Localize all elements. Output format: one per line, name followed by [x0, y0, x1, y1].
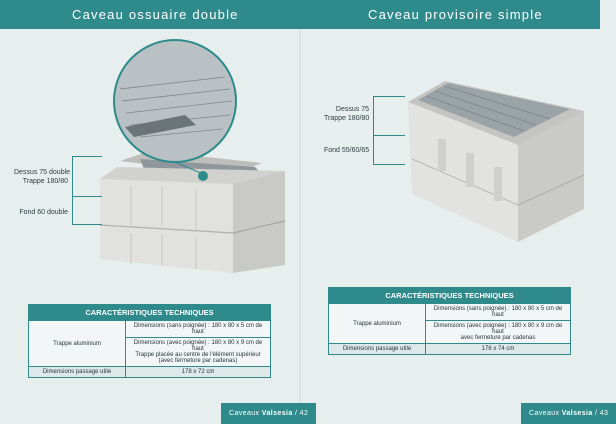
passage-value: 178 x 72 cm — [126, 367, 271, 378]
top-slab-label: Dessus 75 double — [14, 169, 71, 176]
dimension-tick — [72, 224, 102, 225]
right-page-title: Caveau provisoire simple — [368, 7, 543, 22]
specs-dim-avec — [426, 321, 571, 344]
bottom-dimension-label: Fond 55/60/65 — [324, 147, 370, 154]
right-footer — [521, 403, 616, 424]
footer-prefix: Caveaux — [229, 410, 262, 417]
double-ossuary-vault-illustration — [0, 29, 300, 289]
specs-line: Dimensions (avec poignée) : 180 x 80 x 9 cm de haut — [433, 323, 563, 335]
specs-line: Trappe placée au centre de l'élément supérieur — [135, 352, 261, 358]
specs-line: Dimensions (avec poignée) : 180 x 80 x 9 cm de haut — [133, 340, 263, 352]
dimension-tick — [72, 196, 102, 197]
top-dimension-label — [324, 105, 369, 123]
specs-row-label: Trappe aluminium — [29, 321, 126, 367]
bottom-dimension-label: Fond 60 double — [19, 209, 68, 216]
passage-label: Dimensions passage utile — [329, 344, 426, 355]
temporary-vault-illustration — [300, 29, 600, 259]
dimension-tick — [373, 164, 405, 165]
specs-row-label: Trappe aluminium — [329, 304, 426, 344]
footer-page-number: / 43 — [592, 410, 609, 417]
specs-dim-avec — [126, 338, 271, 367]
specs-header: CARACTÉRISTIQUES TECHNIQUES — [29, 305, 271, 321]
footer-brand: Valsesia — [261, 410, 293, 417]
hatch-label: Trappe 180/80 — [324, 115, 370, 122]
right-page — [300, 29, 600, 424]
dimension-tick — [373, 96, 405, 97]
footer-prefix: Caveaux — [529, 410, 562, 417]
left-page-title: Caveau ossuaire double — [72, 7, 239, 22]
top-slab-label: Dessus 75 — [335, 106, 369, 113]
left-specs-table — [28, 304, 271, 378]
footer-brand: Valsesia — [561, 410, 593, 417]
specs-header: CARACTÉRISTIQUES TECHNIQUES — [329, 288, 571, 304]
dimension-bracket — [373, 96, 374, 164]
dimension-bracket — [72, 156, 73, 224]
dimension-tick — [72, 156, 102, 157]
passage-label: Dimensions passage utile — [29, 367, 126, 378]
specs-dim-sans: Dimensions (sans poignée) : 180 x 80 x 5 cm de haut — [126, 321, 271, 338]
specs-line: (avec fermeture par cadenas) — [158, 358, 238, 364]
dimension-tick — [373, 135, 405, 136]
left-page — [0, 29, 300, 424]
right-specs-table — [328, 287, 571, 355]
top-dimension-label — [14, 168, 71, 186]
hatch-label: Trappe 180/80 — [22, 178, 68, 185]
footer-page-number: / 42 — [292, 410, 309, 417]
specs-dim-sans: Dimensions (sans poignée) : 180 x 80 x 5 cm de haut — [426, 304, 571, 321]
specs-line: avec fermeture par cadenas — [460, 335, 536, 341]
passage-value: 176 x 74 cm — [426, 344, 571, 355]
